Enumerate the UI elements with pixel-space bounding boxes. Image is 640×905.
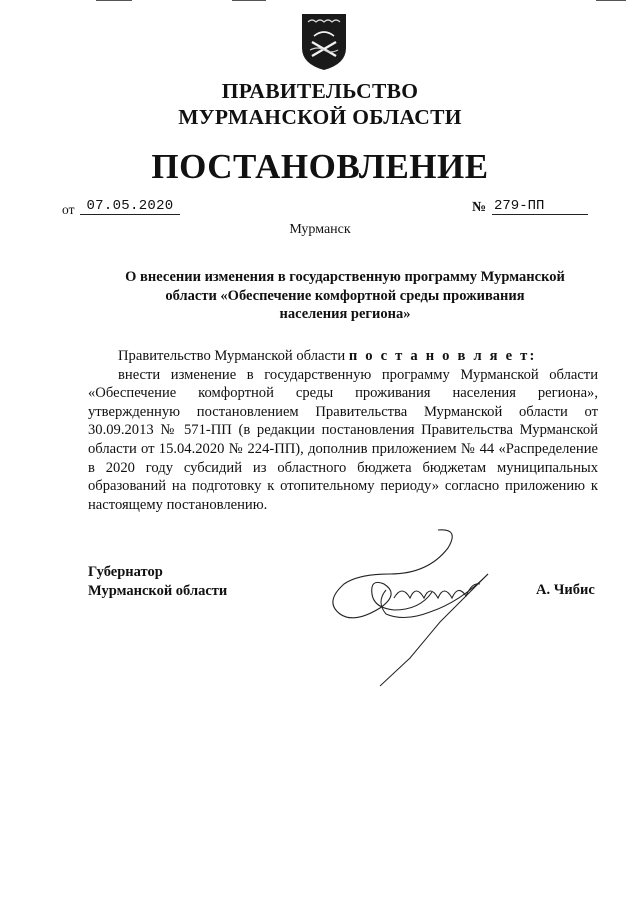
city-name: Мурманск <box>289 222 351 237</box>
date-label: от <box>62 202 75 217</box>
signatory-title-line1: Губернатор <box>88 564 163 580</box>
resolve-word: п о с т а н о в л я е т: <box>348 348 537 364</box>
body-intro: Правительство Мурманской области <box>118 348 346 364</box>
scan-edge-mark <box>596 0 626 1</box>
subject-line: области «Обеспечение комфортной среды проживания <box>165 287 525 304</box>
signatory-title-line2: Мурманской области <box>88 583 228 599</box>
body-paragraph: внести изменение в государственную программу Мурманской области «Обеспечение комфортной среды проживания населения региона», утвержденную постановлением Правительства Мурманской области от 30.09.2013 № 571-ПП (в редакции постановления Правительства Мурманской области от 15.04.2020 № 224-ПП), дополнив приложением № 44 «Распределение в 2020 году субсидий из областного бюджета бюджетам муниципальных образований на подготовку к отопительному периоду» согласно приложению к настоящему постановлению. <box>88 366 598 513</box>
body-intro-line <box>88 347 598 366</box>
decree-type-title: ПОСТАНОВЛЕНИЕ <box>151 147 489 186</box>
signatory-title <box>88 563 227 601</box>
scan-edge-mark <box>232 0 266 1</box>
decree-number: 279-ПП <box>492 198 588 215</box>
government-name-line2: МУРМАНСКОЙ ОБЛАСТИ <box>178 105 462 129</box>
subject-line: О внесении изменения в государственную программу Мурманской <box>125 269 565 285</box>
subject-line: населения региона» <box>279 306 411 322</box>
government-name-line1: ПРАВИТЕЛЬСТВО <box>221 79 419 103</box>
decree-subject <box>95 268 595 324</box>
handwritten-signature <box>310 522 540 702</box>
signatory-name: А. Чибис <box>536 582 595 598</box>
coat-of-arms-emblem <box>298 12 350 72</box>
scan-edge-mark <box>96 0 132 1</box>
decree-body <box>88 347 598 514</box>
decree-date: 07.05.2020 <box>80 198 180 215</box>
number-label: № <box>472 200 487 215</box>
